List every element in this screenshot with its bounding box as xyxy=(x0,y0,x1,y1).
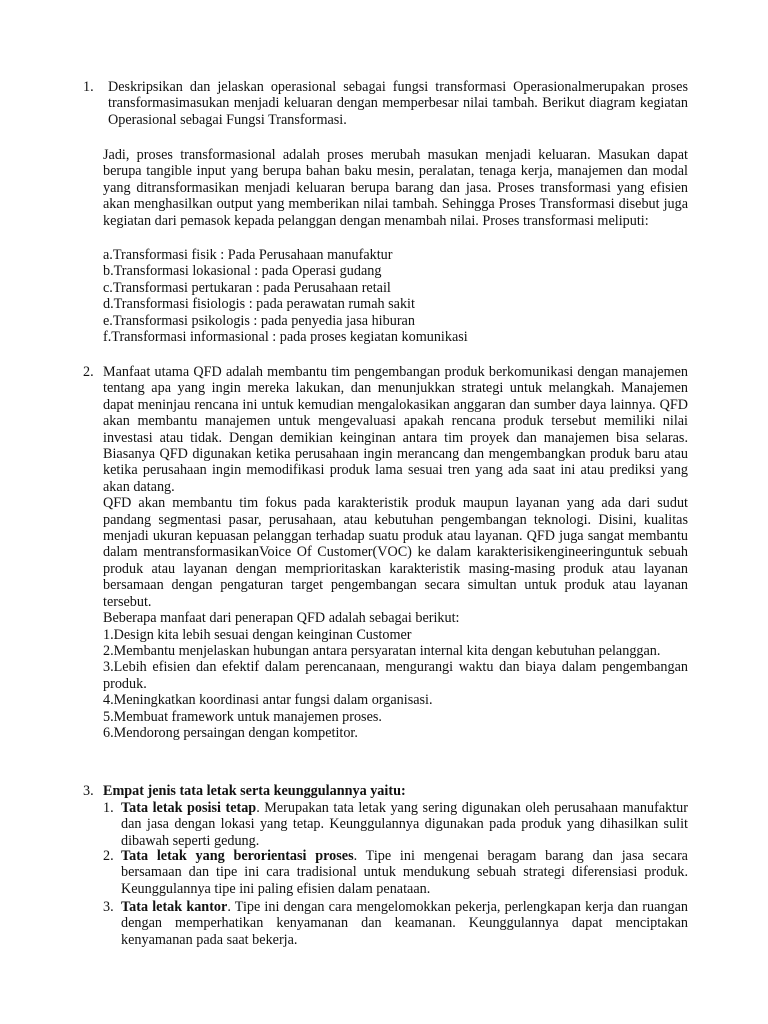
layout-item xyxy=(0,899,768,949)
section-3-number: 3. xyxy=(83,783,94,799)
list-item: a.Transformasi fisik : Pada Perusahaan manufaktur xyxy=(103,247,393,263)
section-2-paragraph-2: QFD akan membantu tim fokus pada karakteristik produk maupun layanan yang ada dari sudut pandang segmentasi pasar, perusahaan, atau kebutuhan pengembangan teknologi. Disini, kualitas menjadi ukuran kepuasan pelanggan terhadap suatu produk atau layanan. QFD juga sangat membantu dalam mentransformasikanVoice Of Customer(VOC) ke dalam karakterisikengineeringuntuk sebuah produk atau layanan dengan memprioritaskan karakteristik masing-masing produk atau layanan bersamaan dengan pengaturan target pengembangan secara simultan untuk produk atau layanan tersebut. xyxy=(103,495,688,610)
section-1-paragraph: Jadi, proses transformasional adalah proses merubah masukan menjadi keluaran. Masukan dapat berupa tangible input yang berupa bahan baku mesin, peralatan, tenaga kerja, manajemen dan modal yang ditransformasikan menjadi keluaran berupa barang dan jasa. Proses transformasi yang efisien akan menghasilkan output yang memberikan nilai tambah. Sehingga Proses Transformasi disebut juga kegiatan dari pemasok kepada pelanggan dengan menambah nilai. Proses transformasi meliputi: xyxy=(103,147,688,229)
layout-item-title: Tata letak posisi tetap xyxy=(121,800,257,816)
layout-item-number: 1. xyxy=(103,800,114,816)
list-item: c.Transformasi pertukaran : pada Perusahaan retail xyxy=(103,279,391,296)
section-2-lead: Beberapa manfaat dari penerapan QFD adalah sebagai berikut: xyxy=(103,610,460,627)
list-item: 5.Membuat framework untuk manajemen proses. xyxy=(103,708,382,725)
list-item: d.Transformasi fisiologis : pada perawatan rumah sakit xyxy=(103,296,415,313)
list-item: 2.Membantu menjelaskan hubungan antara persyaratan internal kita dengan kebutuhan pelanggan. xyxy=(103,642,661,659)
layout-item-text: . Merupakan tata letak yang sering digunakan oleh perusahaan manufaktur dan jasa dengan lokasi yang tetap. Keunggulannya digunakan pada produk yang dihasilkan sulit dibawah seperti gedung. xyxy=(121,800,688,849)
layout-item-title: Tata letak kantor xyxy=(121,899,228,915)
list-item: 6.Mendorong persaingan dengan kompetitor. xyxy=(103,724,358,741)
layout-list xyxy=(0,800,768,949)
section-2-number: 2. xyxy=(83,364,94,380)
list-item: e.Transformasi psikologis : pada penyedia jasa hiburan xyxy=(103,312,415,329)
layout-item xyxy=(0,848,768,899)
section-2-paragraph-1: Manfaat utama QFD adalah membantu tim pengembangan produk berkomunikasi dengan manajemen tentang apa yang ingin mereka lakukan, dan menunjukkan strategi untuk melangkah. Manajemen dapat meninjau rencana ini untuk kemudian mengalokasikan anggaran dan sumber daya lainnya. QFD akan membantu manajemen untuk mengevaluasi apakah rencana produk tersebut memiliki nilai investasi atau tidak. Dengan demikian keinginan antara tim proyek dan manajemen bisa selaras. Biasanya QFD digunakan ketika perusahaan ingin merancang dan mengembangkan produk baru atau ketika perusahaan ingin memodifikasi produk lama sesuai tren yang ada saat ini atau prediksi yang akan datang. xyxy=(103,364,688,495)
list-item: b.Transformasi lokasional : pada Operasi gudang xyxy=(103,263,382,280)
section-3-heading: Empat jenis tata letak serta keunggulannya yaitu: xyxy=(103,783,406,799)
list-item: 4.Meningkatkan koordinasi antar fungsi dalam organisasi. xyxy=(103,692,433,709)
list-item: 3.Lebih efisien dan efektif dalam perencanaan, mengurangi waktu dan biaya dalam pengembangan produk. xyxy=(103,659,688,692)
layout-item-title: Tata letak yang berorientasi proses xyxy=(121,848,354,864)
layout-item-text: . Tipe ini mengenai beragam barang dan jasa secara bersamaan dan tipe ini cara tradisional untuk mendukung sebuah strategi diferensiasi produk. Keunggulannya tipe ini paling efisien dalam penataan. xyxy=(121,848,688,897)
section-1-number: 1. xyxy=(83,79,94,95)
layout-item-text: . Tipe ini dengan cara mengelomokkan pekerja, perlengkapan kerja dan ruangan dengan memperhatikan kenyamanan dan keamanan. Keunggulannya dapat menciptakan kenyamanan pada saat bekerja. xyxy=(121,899,689,948)
layout-item-number: 3. xyxy=(103,899,114,915)
layout-item-number: 2. xyxy=(103,848,114,864)
layout-item xyxy=(0,800,768,848)
list-item: f.Transformasi informasional : pada proses kegiatan komunikasi xyxy=(103,329,468,346)
list-item: 1.Design kita lebih sesuai dengan keinginan Customer xyxy=(103,626,412,643)
section-1-intro: Deskripsikan dan jelaskan operasional sebagai fungsi transformasi Operasionalmerupakan proses transformasimasukan menjadi keluaran dengan memperbesar nilai tambah. Berikut diagram kegiatan Operasional sebagai Fungsi Transformasi. xyxy=(108,79,688,128)
